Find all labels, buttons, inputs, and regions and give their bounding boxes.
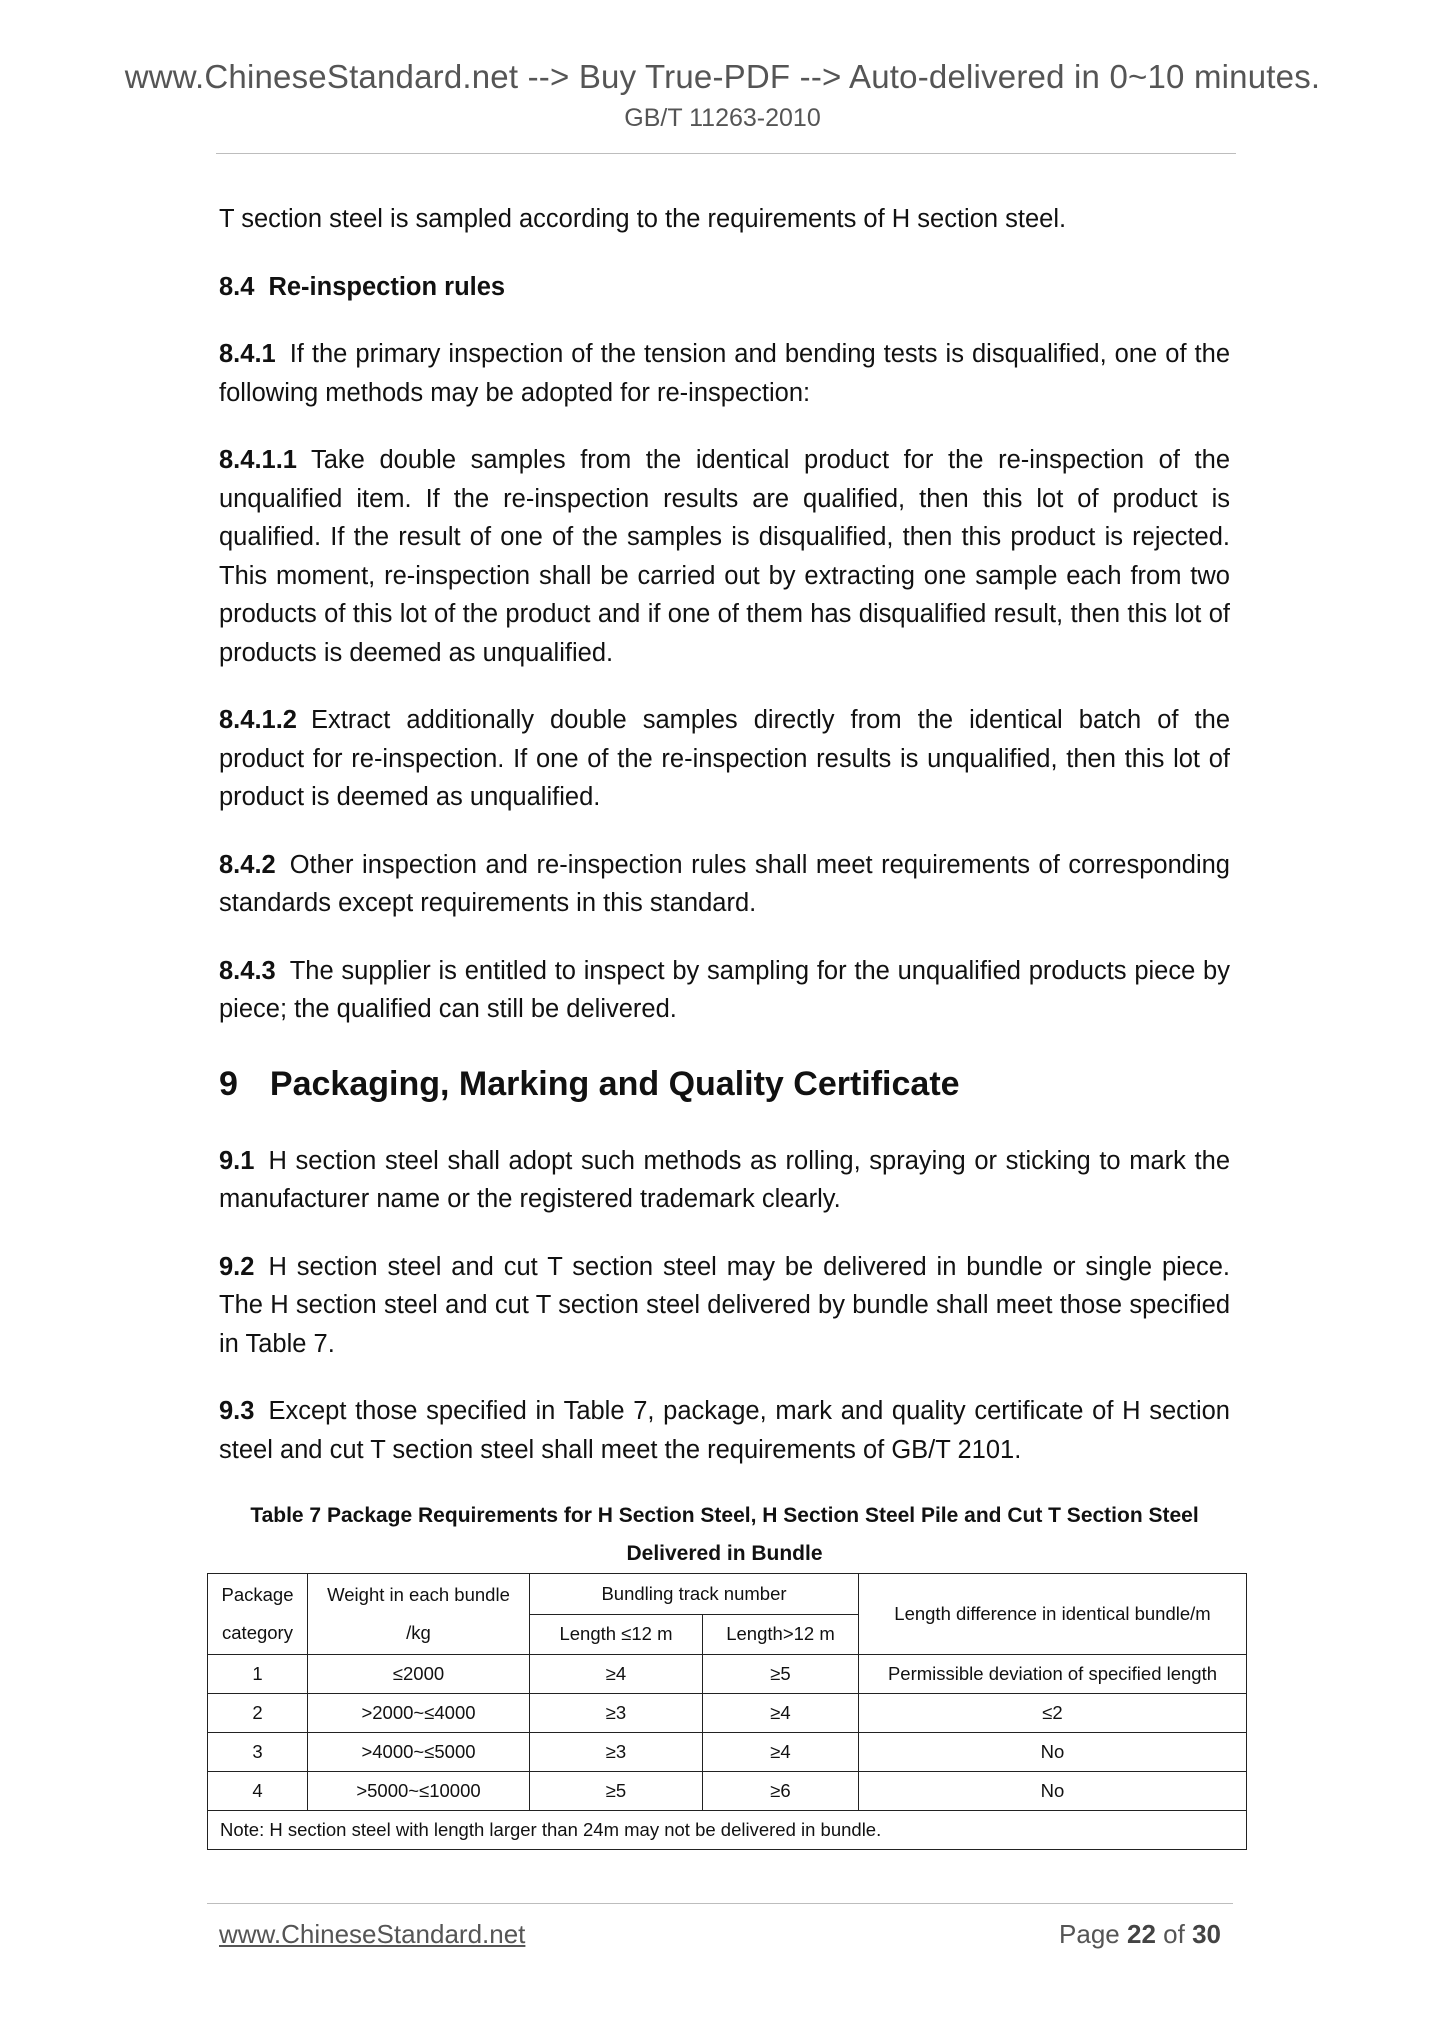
- table-cell: 2: [208, 1694, 308, 1733]
- clause-8-4-3: [219, 952, 1230, 1029]
- clause-9-2: [219, 1248, 1230, 1364]
- header-cell-track: Bundling track number: [530, 1574, 859, 1615]
- clause-text: The supplier is entitled to inspect by sampling for the unqualified products piece by piece; the qualified can still be delivered.: [219, 956, 1230, 1023]
- table-cell: ≤2: [859, 1694, 1247, 1733]
- table-cell: ≤2000: [308, 1655, 530, 1694]
- clause-number: 8.4.3: [219, 956, 276, 985]
- clause-number: 8.4.1.2: [219, 706, 297, 734]
- table-cell: ≥3: [530, 1694, 703, 1733]
- clause-9-3: [219, 1392, 1230, 1469]
- table-cell: Permissible deviation of specified length: [859, 1655, 1247, 1694]
- table-row: [208, 1694, 1247, 1733]
- table-row: [208, 1772, 1247, 1811]
- table-row: [208, 1655, 1247, 1694]
- table-header-row: [208, 1574, 1247, 1615]
- table-cell: ≥4: [703, 1733, 859, 1772]
- table-cell: >4000~≤5000: [308, 1733, 530, 1772]
- clause-text: Extract additionally double samples directly from the identical batch of the product for re-inspection. If one of the re-inspection results is unqualified, then this lot of product is deemed as unqualified.: [219, 706, 1230, 811]
- header-text: category: [222, 1622, 293, 1643]
- table-cell: 1: [208, 1655, 308, 1694]
- header-cell-weight: [308, 1574, 530, 1655]
- header-cell-diff: Length difference in identical bundle/m: [859, 1574, 1247, 1655]
- table-cell: 3: [208, 1733, 308, 1772]
- table-note-row: [208, 1811, 1247, 1850]
- clause-number: 9.1: [219, 1146, 255, 1175]
- table-cell: ≥4: [530, 1655, 703, 1694]
- table-row: [208, 1733, 1247, 1772]
- clause-number: 8.4.1: [219, 340, 276, 368]
- clause-text: Take double samples from the identical product for the re-inspection of the unqualified item. If the re-inspection results are qualified, then this lot of product is qualified. If the result of one of the samples is disqualified, then this product is rejected. This moment, re-inspection shall be carried out by extracting one sample each from two products of this lot of the product and if one of them has disqualified result, then this lot of products is deemed as unqualified.: [219, 446, 1230, 667]
- header-cell-category: [208, 1574, 308, 1655]
- table-note: Note: H section steel with length larger than 24m may not be delivered in bundle.: [208, 1811, 1247, 1850]
- clause-9-1: [219, 1142, 1230, 1219]
- page-content: [219, 200, 1230, 1850]
- clause-8-4-1-2: [219, 701, 1230, 817]
- clause-text: H section steel and cut T section steel may be delivered in bundle or single piece. The H section steel and cut T section steel delivered by bundle shall meet those specified in Table 7.: [219, 1252, 1230, 1358]
- section-number: 8.4: [219, 272, 255, 301]
- table-7: [207, 1573, 1247, 1850]
- clause-8-4-2: [219, 846, 1230, 923]
- table-cell: ≥3: [530, 1733, 703, 1772]
- section-9-heading: [219, 1064, 1230, 1104]
- section-title: Re-inspection rules: [268, 272, 506, 301]
- clause-number: 9.2: [219, 1252, 255, 1281]
- table-cell: ≥5: [703, 1655, 859, 1694]
- table-cell: 4: [208, 1772, 308, 1811]
- header-cell-len-le12: Length ≤12 m: [530, 1614, 703, 1655]
- section-number: 9: [219, 1064, 238, 1103]
- table-caption-line: Delivered in Bundle: [626, 1542, 823, 1565]
- source-banner: www.ChineseStandard.net --> Buy True-PDF --> Auto-delivered in 0~10 minutes.: [124, 58, 1321, 95]
- page-of-label: of: [1163, 1919, 1185, 1949]
- document-code: GB/T 11263-2010: [624, 104, 821, 132]
- table-7-caption: [201, 1492, 1248, 1573]
- section-title: Packaging, Marking and Quality Certificate: [269, 1064, 960, 1103]
- table-cell: ≥6: [703, 1772, 859, 1811]
- clause-8-4-1: [219, 335, 1230, 412]
- clause-text: If the primary inspection of the tension and bending tests is disqualified, one of the following methods may be adopted for re-inspection:: [219, 340, 1230, 407]
- table-cell: ≥5: [530, 1772, 703, 1811]
- current-page-number: 22: [1127, 1919, 1156, 1949]
- table-cell: >5000~≤10000: [308, 1772, 530, 1811]
- table-cell: No: [859, 1772, 1247, 1811]
- page-indicator: [1059, 1914, 1221, 1954]
- clause-number: 8.4.2: [219, 850, 276, 879]
- header-text: /kg: [406, 1622, 431, 1643]
- clause-number: 8.4.1.1: [219, 446, 297, 474]
- header-text: Weight in each bundle: [327, 1584, 510, 1605]
- header-text: Package: [221, 1584, 294, 1605]
- table-caption-line: Table 7 Package Requirements for H Section Steel, H Section Steel Pile and Cut T Section Steel: [250, 1504, 1199, 1527]
- footer-divider: [207, 1903, 1233, 1904]
- section-8-4-heading: [219, 268, 1230, 307]
- header-cell-len-gt12: Length>12 m: [703, 1614, 859, 1655]
- intro-paragraph: T section steel is sampled according to the requirements of H section steel.: [219, 205, 1067, 233]
- clause-text: Other inspection and re-inspection rules shall meet requirements of corresponding standards except requirements in this standard.: [219, 850, 1230, 917]
- clause-text: H section steel shall adopt such methods as rolling, spraying or sticking to mark the manufacturer name or the registered trademark clearly.: [219, 1146, 1230, 1213]
- clause-number: 9.3: [219, 1397, 255, 1425]
- clause-8-4-1-1: [219, 441, 1230, 672]
- footer-site-link[interactable]: www.ChineseStandard.net: [219, 1919, 526, 1949]
- page-label: Page: [1059, 1919, 1120, 1949]
- table-cell: No: [859, 1733, 1247, 1772]
- clause-text: Except those specified in Table 7, package, mark and quality certificate of H section steel and cut T section steel shall meet the requirements of GB/T 2101.: [219, 1397, 1230, 1464]
- table-cell: >2000~≤4000: [308, 1694, 530, 1733]
- header-divider: [216, 153, 1236, 154]
- total-page-number: 30: [1192, 1919, 1221, 1949]
- table-cell: ≥4: [703, 1694, 859, 1733]
